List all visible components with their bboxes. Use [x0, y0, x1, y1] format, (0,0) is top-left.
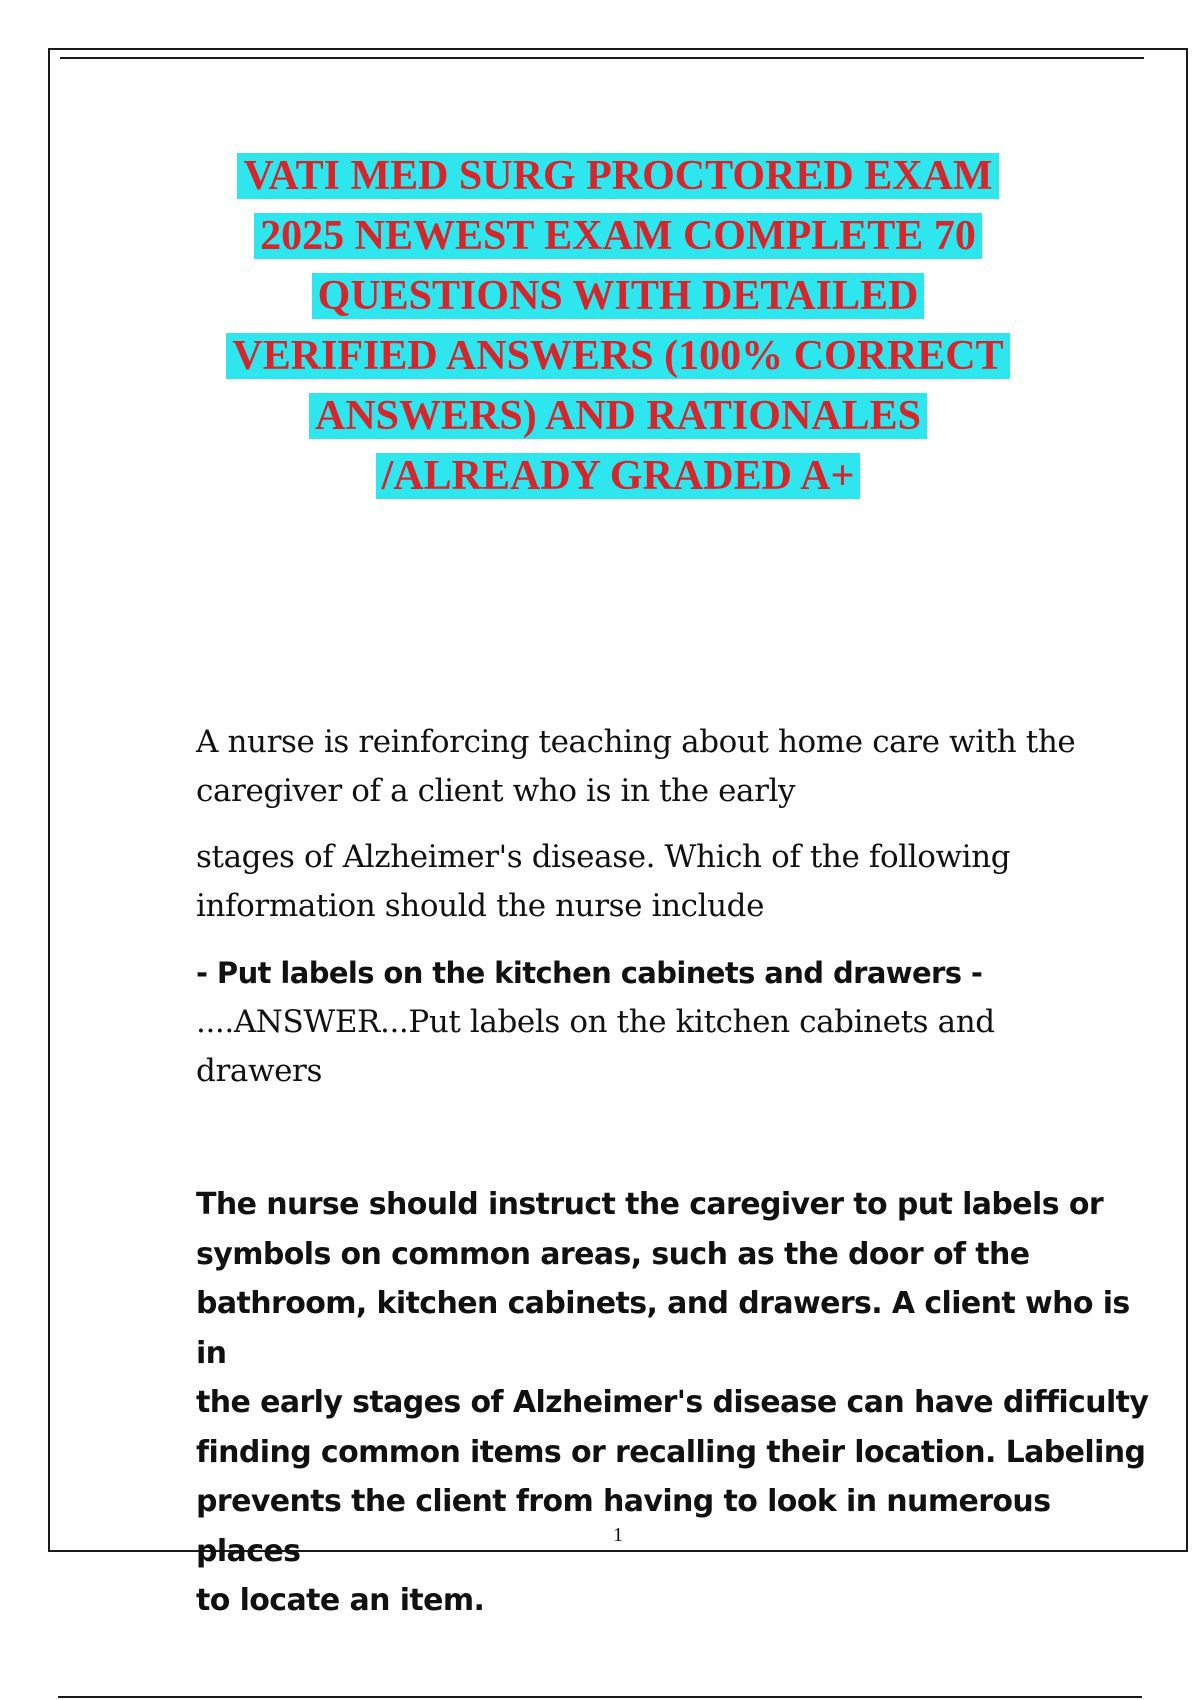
title-line: VATI MED SURG PROCTORED EXAM: [50, 146, 1186, 206]
page-frame: [48, 48, 1188, 1618]
title-line: /ALREADY GRADED A+: [50, 446, 1186, 506]
answer-line: drawers: [196, 1053, 322, 1089]
rationale-paragraph: [196, 1180, 1156, 1626]
answer-option: - Put labels on the kitchen cabinets and drawers -: [196, 956, 983, 990]
title-line: QUESTIONS WITH DETAILED: [50, 266, 1186, 326]
top-rule: [60, 57, 1144, 59]
rationale-line: bathroom, kitchen cabinets, and drawers. A client who is in: [196, 1286, 1130, 1371]
page-number: 1: [613, 1524, 623, 1546]
next-page-rule: [58, 1696, 1142, 1698]
rationale-line: finding common items or recalling their location. Labeling: [196, 1434, 1146, 1470]
answer-line: ....ANSWER...Put labels on the kitchen cabinets and: [196, 1004, 995, 1040]
answer-block: [196, 949, 1136, 1096]
question-line: caregiver of a client who is in the early: [196, 773, 796, 809]
document-title: [50, 146, 1186, 506]
title-line: 2025 NEWEST EXAM COMPLETE 70: [50, 206, 1186, 266]
rationale-line: prevents the client from having to look in numerous places: [196, 1484, 1051, 1569]
title-line: ANSWERS) AND RATIONALES: [50, 386, 1186, 446]
rationale-line: symbols on common areas, such as the door of the: [196, 1236, 1030, 1272]
question-text-part2: [196, 833, 1136, 931]
question-line: A nurse is reinforcing teaching about home care with the: [196, 724, 1076, 760]
rationale-line: to locate an item.: [196, 1583, 485, 1618]
question-line: stages of Alzheimer's disease. Which of the following: [196, 839, 1011, 875]
rationale-line: the early stages of Alzheimer's disease can have difficulty: [196, 1385, 1149, 1420]
title-line: VERIFIED ANSWERS (100% CORRECT: [50, 326, 1186, 386]
question-text-part1: [196, 718, 1136, 816]
rationale-line: The nurse should instruct the caregiver to put labels or: [196, 1187, 1104, 1222]
question-line: information should the nurse include: [196, 888, 765, 924]
